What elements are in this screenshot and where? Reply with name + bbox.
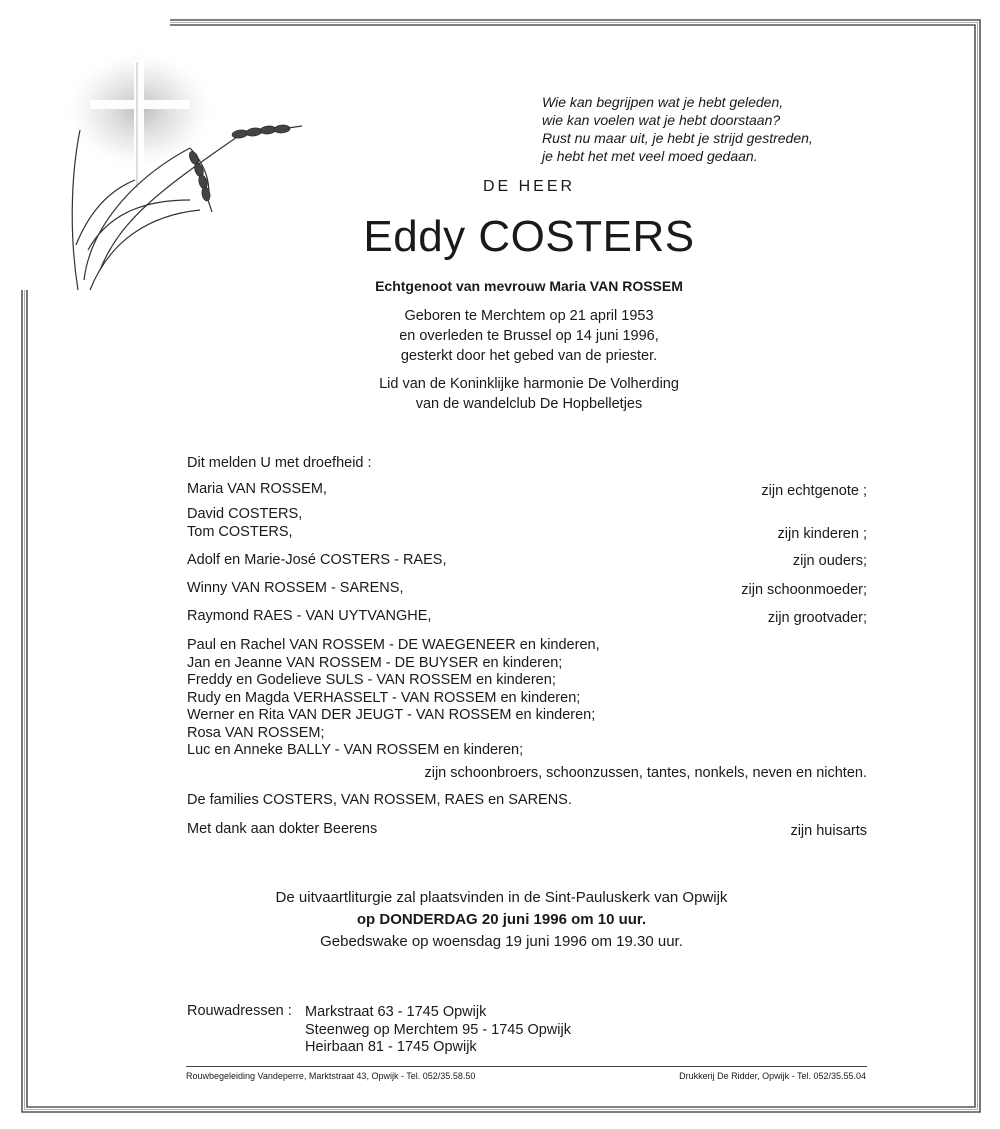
grandfather-name: Raymond RAES - VAN UYTVANGHE, [187, 608, 432, 624]
list-item: Freddy en Godelieve SULS - VAN ROSSEM en kinderen; [187, 672, 556, 688]
poem-line: Wie kan begrijpen wat je hebt geleden, [542, 94, 784, 110]
children-relation: zijn kinderen ; [777, 526, 867, 542]
membership-line: van de wandelclub De Hopbelletjes [415, 396, 643, 412]
parents-names: Adolf en Marie-José COSTERS - RAES, [187, 552, 447, 568]
poem [542, 93, 813, 165]
grandfather-relation: zijn grootvader; [767, 610, 867, 626]
address-line: Markstraat 63 - 1745 Opwijk [305, 1004, 487, 1020]
honorific: DE HEER [482, 178, 576, 195]
poem-line: je hebt het met veel moed gedaan. [542, 148, 758, 164]
intro-line: Dit melden U met droefheid : [187, 455, 372, 471]
spouse-line: Echtgenoot van mevrouw Maria VAN ROSSEM [375, 278, 683, 294]
addresses-label: Rouwadressen : [187, 1003, 292, 1019]
addresses-list [305, 1004, 571, 1057]
footer-divider [186, 1066, 867, 1067]
mother-in-law-name: Winny VAN ROSSEM - SARENS, [187, 580, 404, 596]
address-line: Steenweg op Merchtem 95 - 1745 Opwijk [305, 1021, 571, 1038]
address-line: Heirbaan 81 - 1745 Opwijk [305, 1039, 477, 1055]
birth-line: Geboren te Merchtem op 21 april 1953 [404, 308, 654, 324]
poem-line: wie kan voelen wat je hebt doorstaan? [542, 112, 781, 128]
in-laws-list [187, 637, 600, 760]
wake-line: Gebedswake op woensdag 19 juni 1996 om 19.30 uur. [320, 933, 683, 950]
families-line: De families COSTERS, VAN ROSSEM, RAES en SARENS. [187, 792, 572, 808]
list-item: Jan en Jeanne VAN ROSSEM - DE BUYSER en kinderen; [187, 654, 563, 671]
poem-line: Rust nu maar uit, je hebt je strijd gestreden, [542, 130, 813, 146]
thanks-line: Met dank aan dokter Beerens [187, 821, 378, 837]
death-line: en overleden te Brussel op 14 juni 1996, [399, 328, 659, 344]
list-item: Rudy en Magda VERHASSELT - VAN ROSSEM en kinderen; [187, 689, 581, 706]
funeral-line: De uitvaartliturgie zal plaatsvinden in de Sint-Pauluskerk van Opwijk [275, 889, 728, 906]
parents-relation: zijn ouders; [792, 553, 867, 569]
funeral-block [0, 887, 1000, 953]
list-item: Werner en Rita VAN DER JEUGT - VAN ROSSEM en kinderen; [187, 707, 596, 723]
thanks-relation: zijn huisarts [790, 823, 867, 839]
deceased-name: Eddy COSTERS [363, 212, 695, 261]
spouse-relation: zijn echtgenote ; [761, 483, 867, 499]
list-item: Rosa VAN ROSSEM; [187, 724, 325, 741]
list-item: Paul en Rachel VAN ROSSEM - DE WAEGENEER en kinderen, [187, 637, 600, 653]
child-name: Tom COSTERS, [187, 523, 293, 540]
birth-death-block [0, 306, 1000, 366]
sacrament-line: gesterkt door het gebed van de priester. [400, 348, 658, 364]
funeral-date: op DONDERDAG 20 juni 1996 om 10 uur. [356, 911, 647, 928]
spouse-name: Maria VAN ROSSEM, [187, 481, 327, 497]
list-item: Luc en Anneke BALLY - VAN ROSSEM en kinderen; [187, 742, 524, 758]
footer-right: Drukkerij De Ridder, Opwijk - Tel. 052/35.55.04 [679, 1071, 866, 1081]
children-names [187, 506, 302, 541]
mother-in-law-relation: zijn schoonmoeder; [741, 582, 867, 598]
membership-line: Lid van de Koninklijke harmonie De Volherding [379, 376, 679, 392]
child-name: David COSTERS, [187, 506, 303, 522]
membership-block [0, 374, 1000, 414]
footer-left: Rouwbegeleiding Vandeperre, Marktstraat 43, Opwijk - Tel. 052/35.58.50 [186, 1071, 476, 1081]
in-laws-relation: zijn schoonbroers, schoonzussen, tantes, nonkels, neven en nichten. [424, 765, 867, 781]
